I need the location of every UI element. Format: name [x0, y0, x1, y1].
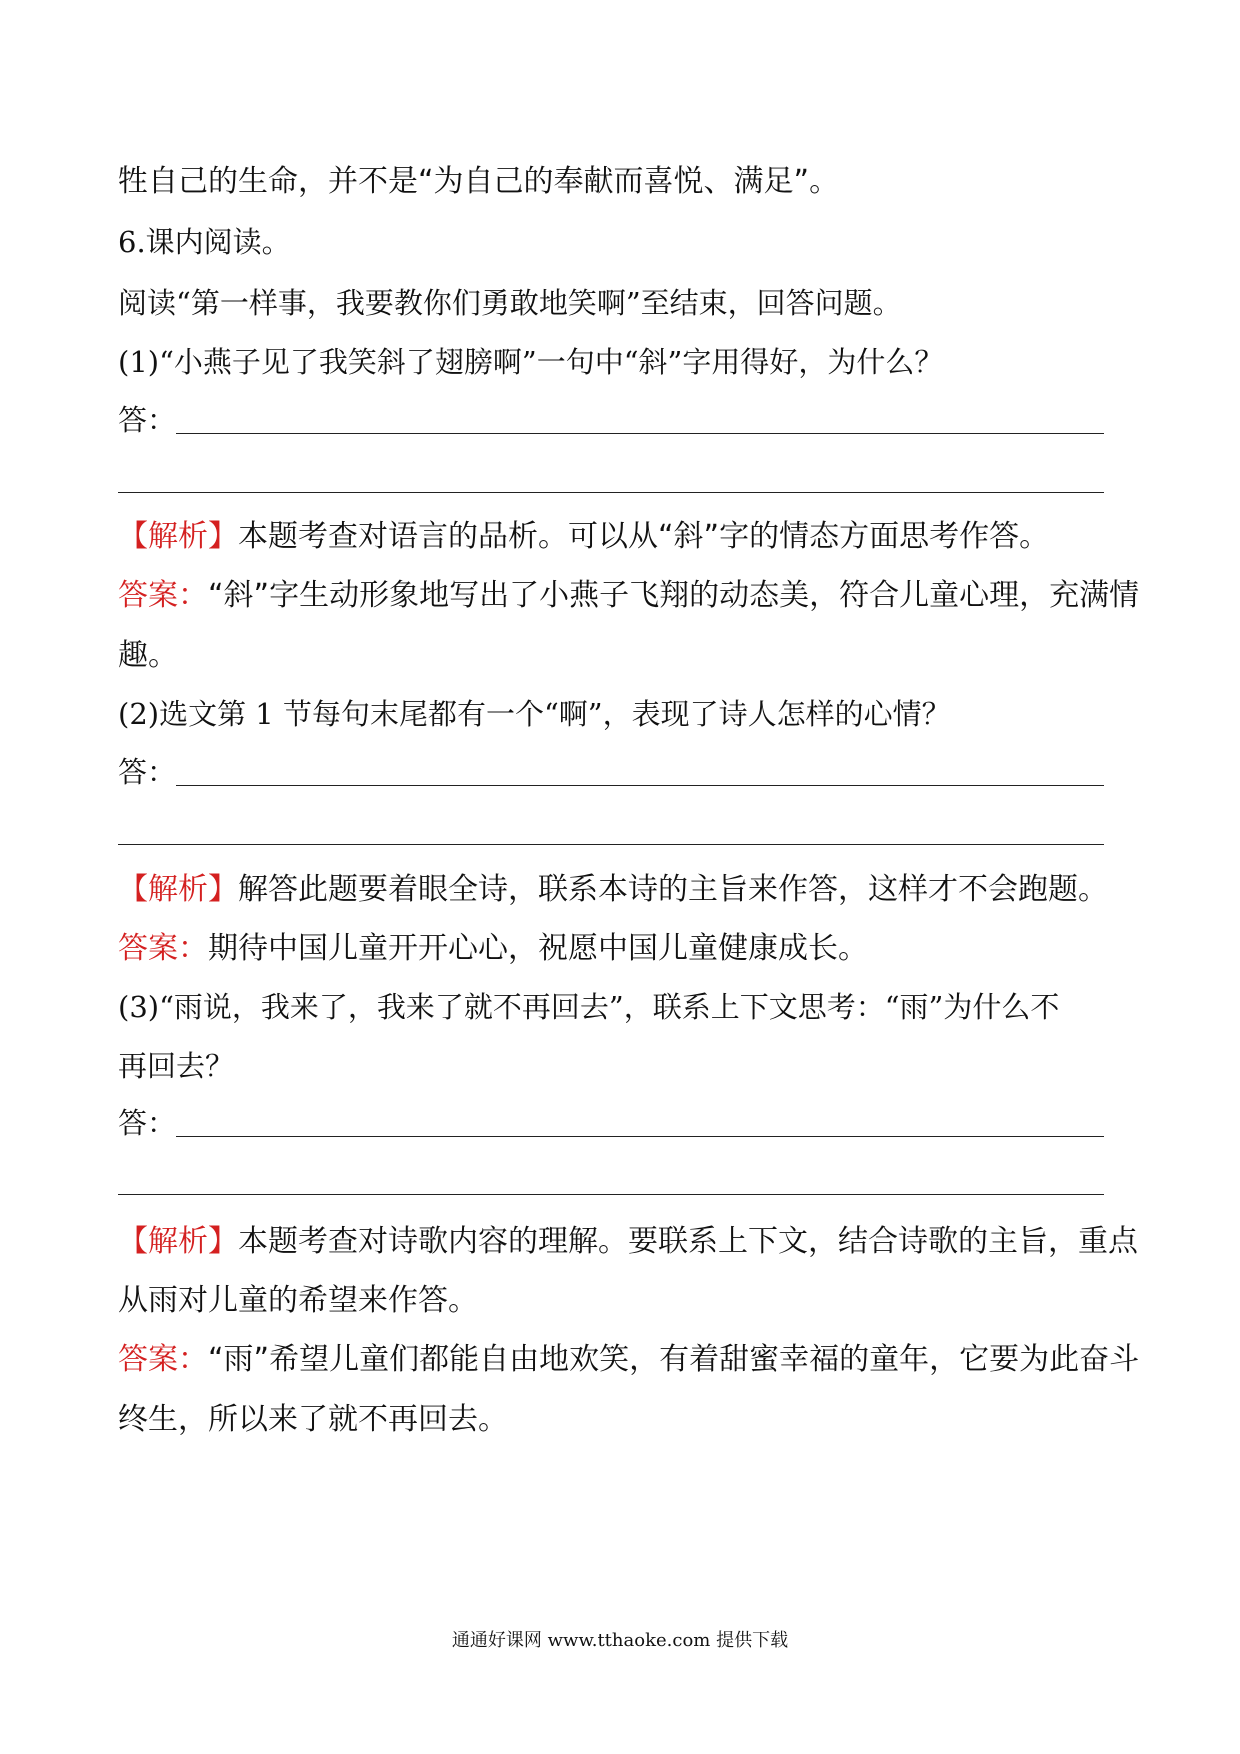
answer-text: “雨”希望儿童们都能自由地欢笑，有着甜蜜幸福的童年，它要为此奋斗	[208, 1342, 1140, 1377]
answer-blank-1a[interactable]	[118, 400, 1104, 440]
answer-2	[118, 929, 868, 969]
answer-1-continuation: 趣。	[118, 638, 178, 673]
answer-blank-3b[interactable]	[118, 1161, 1104, 1201]
answer-blank-2b[interactable]	[118, 811, 1104, 851]
answer-label: 答：	[118, 755, 177, 789]
sub-question-3-continuation: 再回去？	[118, 1049, 235, 1083]
answer-1	[118, 576, 1139, 616]
answer-3-continuation: 终生，所以来了就不再回去。	[118, 1402, 508, 1437]
analysis-tag: 【解析】	[118, 1224, 238, 1259]
analysis-text: 解答此题要着眼全诗，联系本诗的主旨来作答，这样才不会跑题。	[238, 872, 1108, 907]
sub-question-2: (2)选文第 1 节每句末尾都有一个“啊”，表现了诗人怎样的心情？	[118, 697, 951, 731]
answer-tag: 答案：	[118, 578, 208, 613]
analysis-2	[118, 870, 1108, 910]
answer-underline	[176, 433, 1104, 434]
answer-label: 答：	[118, 403, 177, 437]
answer-blank-2a[interactable]	[118, 752, 1104, 792]
analysis-tag: 【解析】	[118, 872, 238, 907]
analysis-tag: 【解析】	[118, 519, 238, 554]
answer-text: “斜”字生动形象地写出了小燕子飞翔的动态美，符合儿童心理，充满情	[208, 578, 1140, 613]
paragraph-continuation: 牲自己的生命，并不是“为自己的奉献而喜悦、满足”。	[118, 164, 840, 199]
analysis-text: 本题考查对诗歌内容的理解。要联系上下文，结合诗歌的主旨，重点	[238, 1224, 1138, 1259]
answer-text: 期待中国儿童开开心心，祝愿中国儿童健康成长。	[208, 931, 868, 966]
answer-underline	[118, 1194, 1104, 1195]
answer-tag: 答案：	[118, 1342, 208, 1377]
analysis-text: 本题考查对语言的品析。可以从“斜”字的情态方面思考作答。	[238, 519, 1050, 554]
analysis-3-continuation: 从雨对儿童的希望来作答。	[118, 1283, 478, 1318]
analysis-3	[118, 1222, 1138, 1262]
answer-underline	[118, 844, 1104, 845]
question-6-title: 6.课内阅读。	[118, 225, 291, 259]
page-footer: 通通好课网 www.tthaoke.com 提供下载	[451, 1630, 789, 1651]
answer-tag: 答案：	[118, 931, 208, 966]
sub-question-3: (3)“雨说，我来了，我来了就不再回去”，联系上下文思考：“雨”为什么不	[118, 990, 1060, 1024]
question-6-instruction: 阅读“第一样事，我要教你们勇敢地笑啊”至结束，回答问题。	[118, 286, 902, 320]
analysis-1	[118, 517, 1049, 557]
answer-label: 答：	[118, 1106, 177, 1140]
answer-3	[118, 1340, 1139, 1380]
sub-question-1: (1)“小燕子见了我笑斜了翅膀啊”一句中“斜”字用得好，为什么？	[118, 345, 944, 379]
answer-blank-1b[interactable]	[118, 459, 1104, 499]
answer-underline	[176, 1136, 1104, 1137]
answer-underline	[118, 492, 1104, 493]
answer-underline	[176, 785, 1104, 786]
answer-blank-3a[interactable]	[118, 1103, 1104, 1143]
